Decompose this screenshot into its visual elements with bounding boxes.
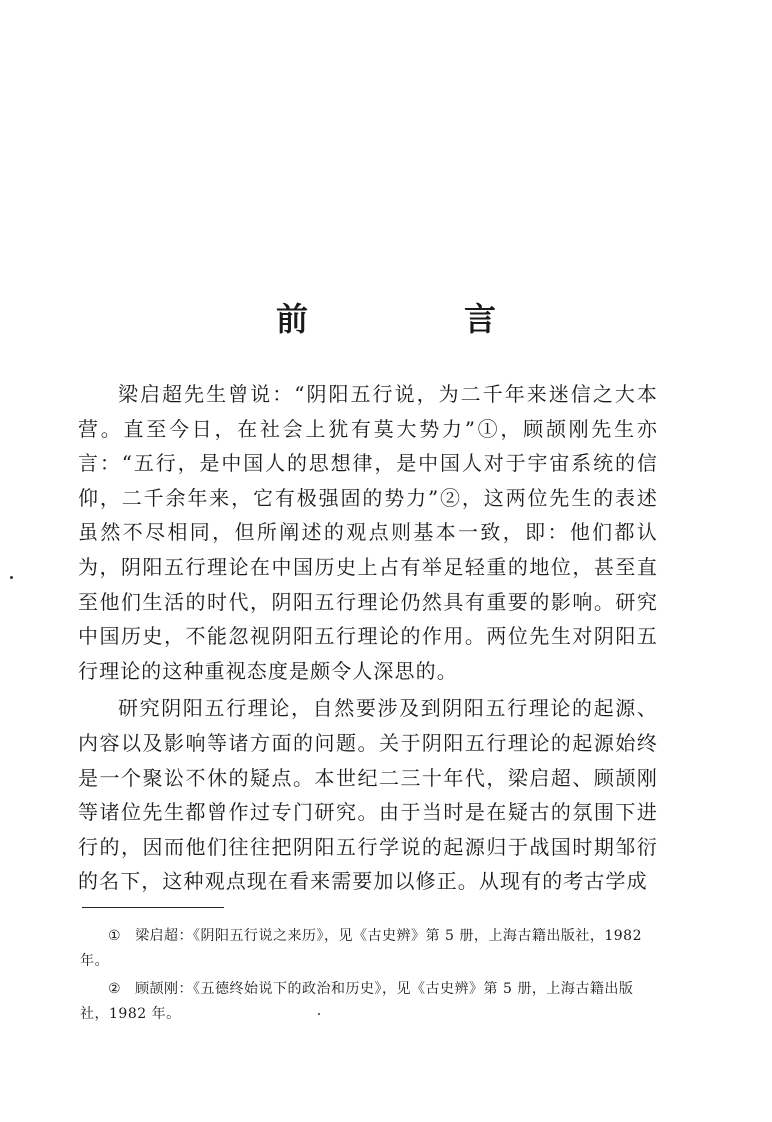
footnote-2-text: 顾颉刚：《五德终始说下的政治和历史》，见《古史辨》第 5 册，上海古籍出版社，1982 年。 — [80, 981, 634, 1022]
chapter-title: 前 言 — [275, 300, 558, 339]
paragraph-1: 梁启超先生曾说：“阴阳五行说，为二千年来迷信之大本营。直至今日，在社会上犹有莫大势力”①，顾颉刚先生亦言：“五行，是中国人的思想律，是中国人对于宇宙系统的信仰，二千余年来，它有极强固的势力”②，这两位先生的表述虽然不尽相同，但所阐述的观点则基本一致，即：他们都认为，阴阳五行理论在中国历史上占有举足轻重的地位，甚至直至他们生活的时代，阴阳五行理论仍然具有重要的影响。研究中国历史，不能忽视阴阳五行理论的作用。两位先生对阴阳五行理论的这种重视态度是颇令人深思的。 — [78, 382, 658, 683]
footnote-1-mark: ① — [108, 928, 122, 944]
footnote-2 — [80, 977, 660, 1027]
scan-speck — [10, 576, 13, 579]
paragraph-2: 研究阴阳五行理论，自然要涉及到阴阳五行理论的起源、内容以及影响等诸方面的问题。关于阴阳五行理论的起源始终是一个聚讼不休的疑点。本世纪二三十年代，梁启超、顾颉刚等诸位先生都曾作过专门研究。由于当时是在疑古的氛围下进行的，因而他们往往把阴阳五行学说的起源归于战国时期邹衍的名下，这种观点现在看来需要加以修正。从现有的考古学成 — [78, 696, 658, 894]
footnotes — [80, 924, 660, 1027]
main-text — [78, 377, 658, 899]
footnote-1-text: 梁启超：《阴阳五行说之来历》，见《古史辨》第 5 册，上海古籍出版社，1982 年。 — [80, 928, 642, 969]
footnote-1 — [80, 924, 660, 974]
footnote-2-mark: ② — [108, 981, 122, 997]
footnote-separator — [82, 907, 224, 908]
scan-speck — [318, 1013, 320, 1015]
